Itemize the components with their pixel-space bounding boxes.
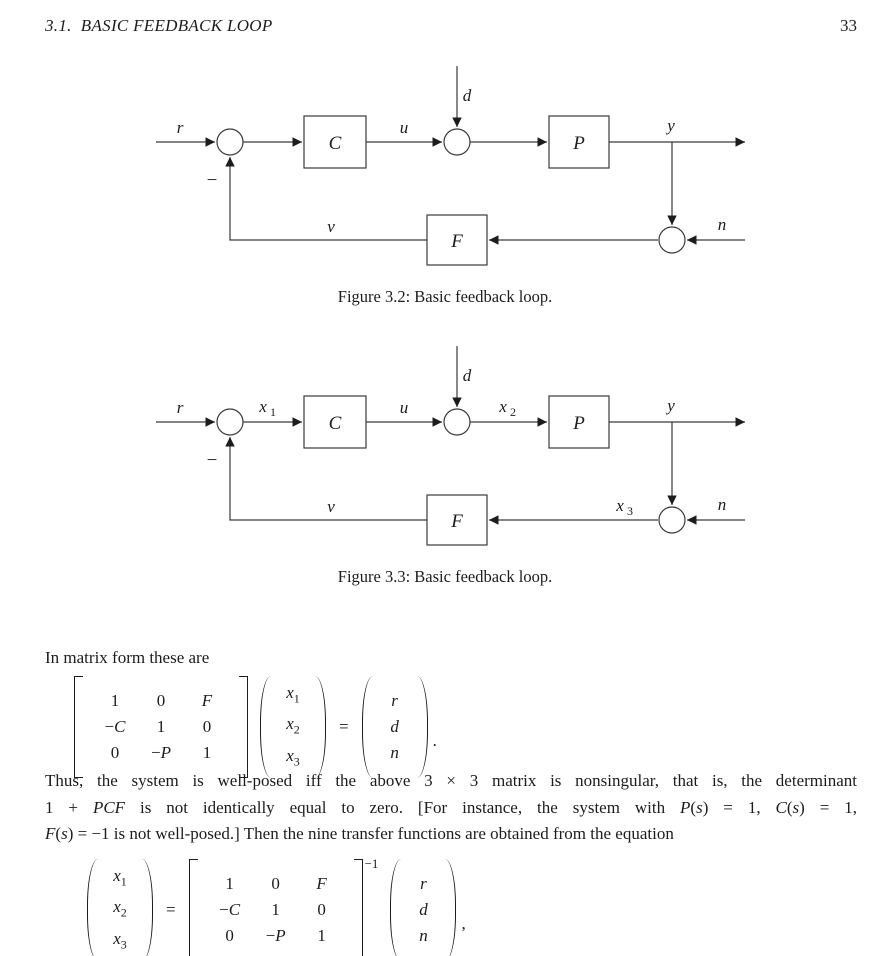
matrix-cell: 0 [225,926,234,946]
right-square-bracket [239,676,248,778]
state-vector [272,676,314,778]
matrix-row [92,714,230,740]
intro-sentence: In matrix form these are [45,648,210,667]
matrix-row [207,923,345,949]
plant-label: P [573,413,585,434]
disturbance-summing-junction [444,129,470,155]
figure-3-3-diagram [156,346,745,545]
matrix-row [207,897,345,923]
matrix-cell: 0 [110,743,120,763]
vector-cell: n [419,926,428,946]
matrix-cell: F [201,691,213,711]
noise-summing-junction [659,227,685,253]
input-vector [402,867,444,953]
right-paren [314,676,326,778]
control-signal-label: u [399,118,409,137]
paragraph-line: Thus, the system is well-posed iff the above 3 × 3 matrix is nonsingular, that is, the determinant [45,771,857,790]
equation-terminator: . [432,731,437,751]
right-paren [416,676,428,778]
matrix-cell: −C [219,900,241,920]
left-square-bracket [74,676,83,778]
vector-cell: n [390,743,399,763]
input-vector [374,684,416,770]
matrix-cell: 1 [110,691,120,711]
coefficient-matrix [86,683,236,771]
body-paragraph [45,768,857,848]
left-square-bracket [189,859,198,956]
right-paren [141,859,153,956]
sensor-label: F [451,231,463,252]
vector-cell: $x_3$ [113,928,127,952]
matrix-cell: 1 [317,926,326,946]
matrix-cell: 0 [317,900,326,920]
matrix-cell: F [316,874,327,894]
state-x2-label: x [499,397,507,416]
paragraph-line: 1 + PCF is not identically equal to zero. [For instance, the system with P(s) = 1, C(s) = 1, [45,797,858,817]
minus-sign: − [206,450,218,471]
matrix-cell: 0 [271,874,280,894]
vector-cell: r [420,874,427,894]
left-paren [87,859,99,956]
paragraph-line: F(s) = −1 is not well-posed.] Then the nine transfer functions are obtained from the equation [45,824,674,843]
matrix-cell: 1 [225,874,234,894]
minus-sign: − [206,170,218,191]
left-paren [390,859,402,956]
figure-3-2-caption: Figure 3.2: Basic feedback loop. [337,287,553,306]
disturbance-signal-label: d [462,86,472,105]
matrix-cell: −C [104,717,126,737]
reference-signal-label: r [176,118,184,137]
inverse-exponent: −1 [364,856,379,871]
page-number: 33 [840,16,857,35]
output-signal-label: y [667,116,675,135]
matrix-row [92,740,230,766]
vector-cell: d [419,900,428,920]
vector-cell: $x_2$ [286,714,300,737]
state-x3-subscript: 3 [627,504,633,518]
matrix-cell: −P [151,743,171,763]
noise-signal-label: n [717,215,727,234]
state-x2-subscript: 2 [510,405,516,419]
error-summing-junction [217,129,243,155]
vector-cell: $x_3$ [286,745,300,769]
matrix-equation-inverse [87,856,466,956]
vector-cell: r [391,691,398,711]
state-x3-label: x [616,496,624,515]
equation-terminator: , [461,914,466,934]
equals-sign: = [339,717,349,737]
matrix-cell: −P [265,926,286,946]
disturbance-signal-label: d [462,366,472,385]
sensor-label: F [451,511,463,532]
feedback-signal-label: v [327,217,335,236]
figure-3-2-diagram [156,66,745,265]
plant-label: P [573,133,585,154]
right-paren [444,859,456,956]
vector-cell: $x_2$ [113,897,127,920]
coefficient-matrix [201,866,351,954]
noise-signal-label: n [717,495,727,514]
vector-cell: $x_1$ [286,683,300,706]
controller-label: C [328,413,342,434]
left-paren [362,676,374,778]
state-vector [99,859,141,956]
output-signal-label: y [667,396,675,415]
matrix-cell: 0 [202,717,212,737]
feedback-signal-label: v [327,497,335,516]
noise-summing-junction [659,507,685,533]
matrix-row [207,871,345,897]
error-summing-junction [217,409,243,435]
figure-3-3-caption: Figure 3.3: Basic feedback loop. [337,567,553,586]
left-paren [260,676,272,778]
matrix-cell: 0 [156,691,166,711]
matrix-cell: 1 [156,717,166,737]
right-square-bracket [354,859,363,956]
control-signal-label: u [399,398,409,417]
matrix-cell: 1 [202,743,212,763]
state-x1-subscript: 1 [270,405,276,419]
state-x1-label: x [259,397,267,416]
running-section-title: 3.1. BASIC FEEDBACK LOOP [45,16,273,35]
disturbance-summing-junction [444,409,470,435]
vector-cell: d [390,717,399,737]
matrix-equation-forward [74,676,437,778]
controller-label: C [328,133,342,154]
equals-sign: = [166,900,176,920]
matrix-row [92,688,230,714]
reference-signal-label: r [176,398,184,417]
matrix-cell: 1 [271,900,280,920]
vector-cell: $x_1$ [113,866,127,889]
